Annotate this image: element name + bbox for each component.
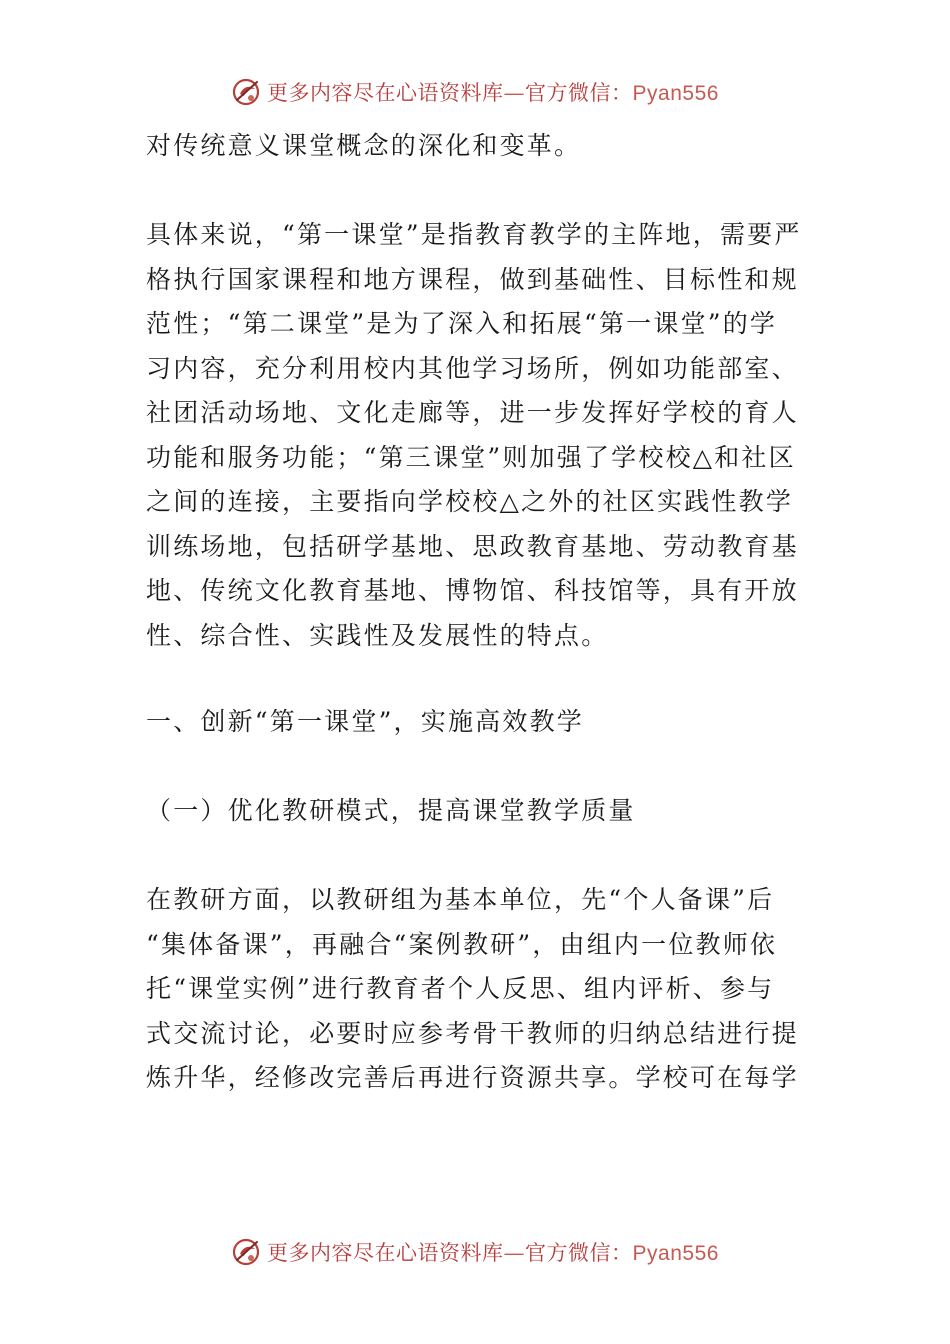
heading-line: （一）优化教研模式，提高课堂教学质量	[146, 796, 636, 825]
watermark-brand: 更多内容尽在心语资料库	[267, 81, 504, 105]
watermark-account: Pyan556	[632, 82, 719, 105]
text-line: 习内容，充分利用校内其他学习场所，例如功能部室、	[146, 353, 799, 383]
text-line: 具体来说，“第一课堂”是指教育教学的主阵地，需要严	[146, 220, 802, 249]
watermark-separator: —	[503, 1241, 526, 1265]
text-line: 格执行国家课程和地方课程，做到基础性、目标性和规	[146, 264, 799, 294]
heading-line: 一、创新“第一课堂”，实施高效教学	[146, 707, 584, 736]
text-line: “集体备课”，再融合“案例教研”，由组内一位教师依	[146, 929, 778, 959]
text-line: 训练场地，包括研学基地、思政教育基地、劳动教育基	[146, 531, 799, 561]
text-line: 之间的连接，主要指向学校校△之外的社区实践性教学	[146, 487, 794, 516]
watermark-brand: 更多内容尽在心语资料库	[267, 1241, 504, 1265]
header-watermark	[0, 72, 950, 112]
watermark-text	[267, 1237, 719, 1267]
watermark-contact: 官方微信：	[525, 1241, 633, 1265]
paragraph-classroom-definitions	[146, 213, 806, 658]
watermark-text	[267, 77, 719, 107]
brand-logo-icon	[231, 1236, 263, 1268]
text-line: 社团活动场地、文化走廊等，进一步发挥好学校的育人	[146, 398, 799, 427]
paragraph-intro-continuation	[146, 124, 806, 169]
text-line: 性、综合性、实践性及发展性的特点。	[146, 620, 609, 650]
text-line: 在教研方面，以教研组为基本单位，先“个人备课”后	[146, 885, 775, 914]
paragraph-teaching-research	[146, 878, 806, 1101]
text-line: 炼升华，经修改完善后再进行资源共享。学校可在每学	[146, 1063, 799, 1092]
text-line: 式交流讨论，必要时应参考骨干教师的归纳总结进行提	[146, 1018, 799, 1048]
text-line: 地、传统文化教育基地、博物馆、科技馆等，具有开放	[146, 576, 799, 605]
text-line: 托“课堂实例”进行教育者个人反思、组内评析、参与	[146, 974, 775, 1003]
footer-watermark	[0, 1232, 950, 1272]
brand-logo-icon	[231, 76, 263, 108]
text-line: 功能和服务功能；“第三课堂”则加强了学校校△和社区	[146, 442, 796, 472]
watermark-contact: 官方微信：	[525, 81, 633, 105]
watermark-account: Pyan556	[632, 1242, 719, 1265]
subsection-heading	[146, 789, 806, 834]
watermark-separator: —	[503, 81, 526, 105]
section-heading	[146, 700, 806, 745]
text-line: 范性；“第二课堂”是为了深入和拓展“第一课堂”的学	[146, 309, 778, 338]
text-line: 对传统意义课堂概念的深化和变革。	[146, 131, 582, 160]
